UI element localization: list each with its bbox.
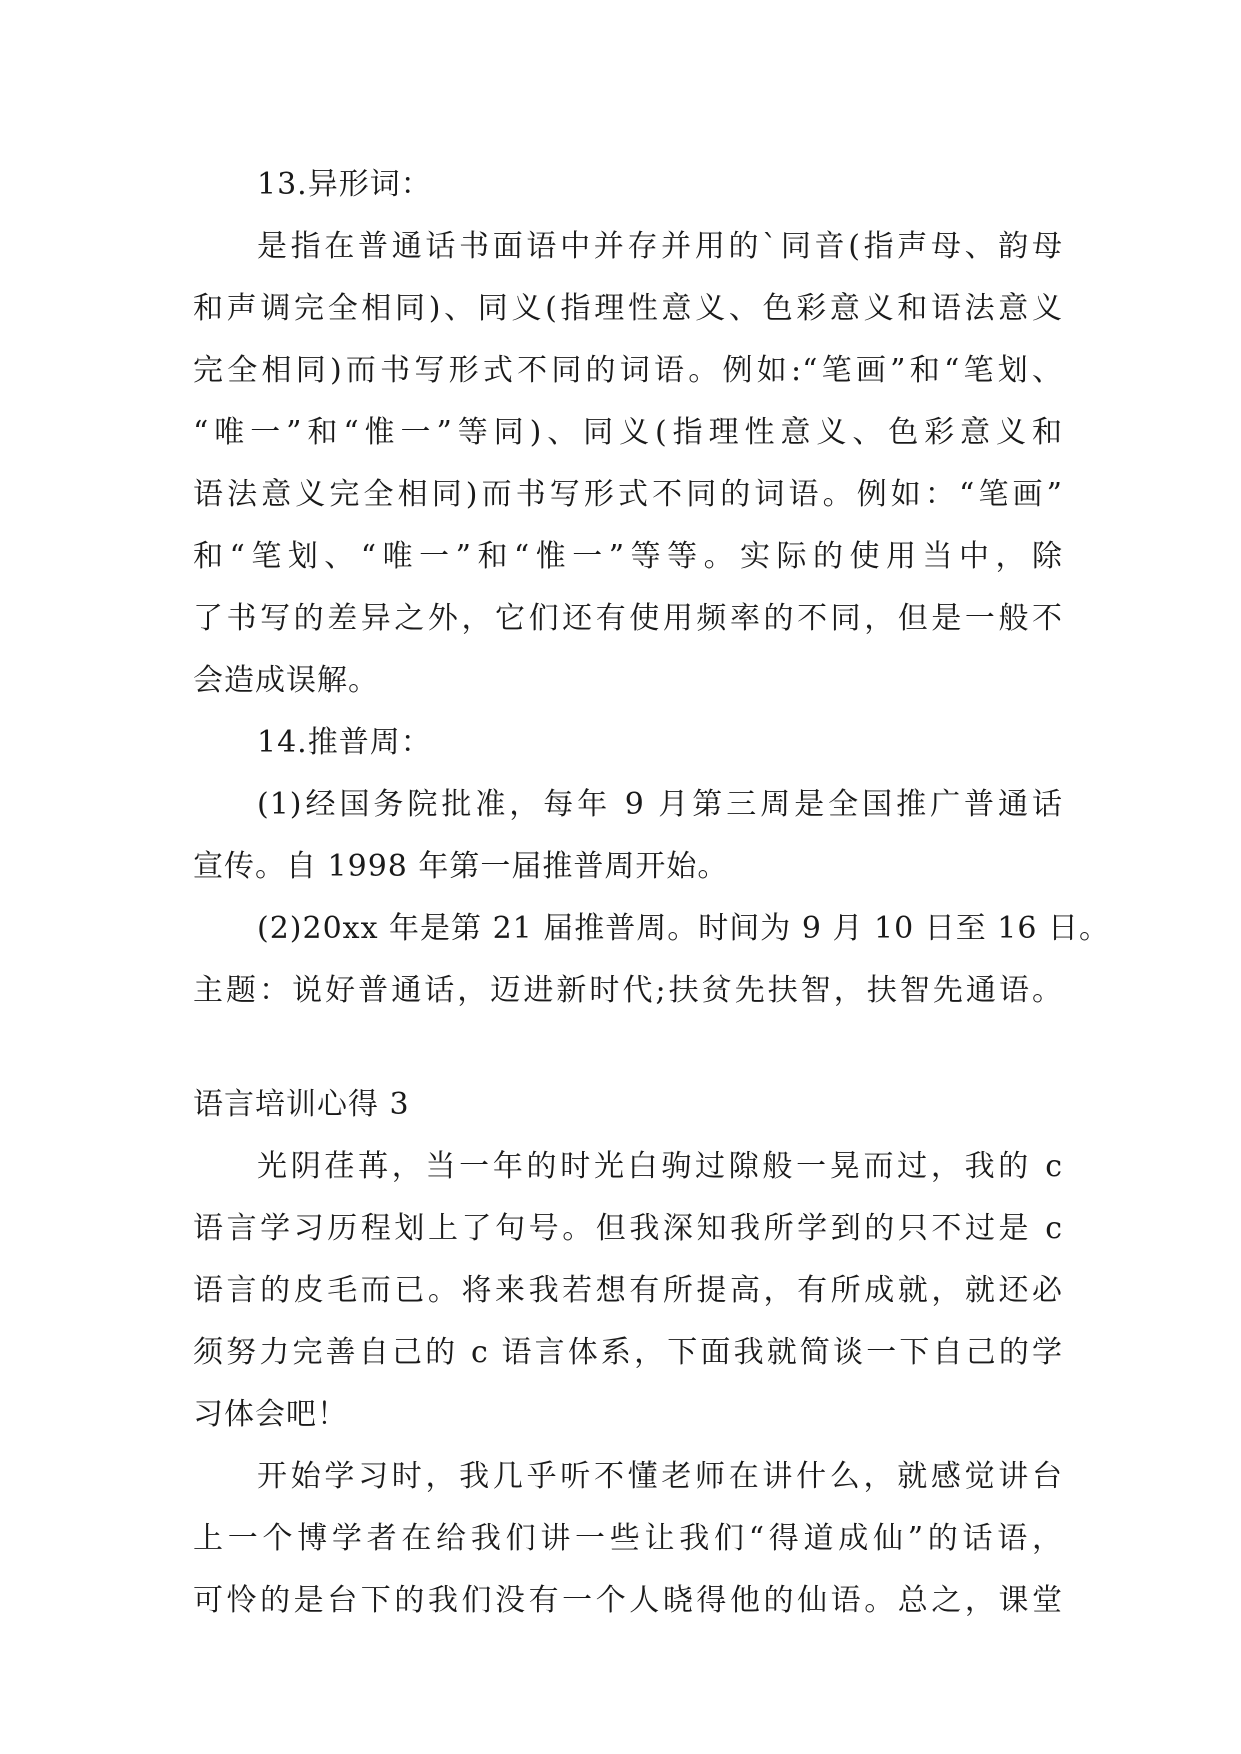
paragraph-line: 语言学习历程划上了句号。但我深知我所学到的只不过是 c bbox=[193, 1211, 1063, 1246]
paragraph-line: 主题：说好普通话，迈进新时代;扶贫先扶智，扶智先通语。 bbox=[193, 973, 1063, 1008]
paragraph-line: 光阴荏苒，当一年的时光白驹过隙般一晃而过，我的 c bbox=[257, 1149, 1063, 1184]
paragraph-line: 完全相同)而书写形式不同的词语。例如:“笔画”和“笔划、 bbox=[193, 353, 1063, 388]
paragraph-line: 开始学习时，我几乎听不懂老师在讲什么，就感觉讲台 bbox=[257, 1459, 1063, 1494]
paragraph-line: 习体会吧！ bbox=[193, 1397, 348, 1432]
heading-13: 13.异形词： bbox=[257, 167, 432, 202]
paragraph-line: “唯一”和“惟一”等同)、同义(指理性意义、色彩意义和 bbox=[193, 415, 1063, 450]
paragraph-line: 语法意义完全相同)而书写形式不同的词语。例如：“笔画” bbox=[193, 477, 1063, 512]
paragraph-line: 可怜的是台下的我们没有一个人晓得他的仙语。总之，课堂 bbox=[193, 1583, 1063, 1618]
paragraph-line: 宣传。自 1998 年第一届推普周开始。 bbox=[193, 849, 729, 884]
heading-14: 14.推普周： bbox=[257, 725, 432, 760]
paragraph-line: 是指在普通话书面语中并存并用的`同音(指声母、韵母 bbox=[257, 229, 1063, 264]
paragraph-line: 会造成误解。 bbox=[193, 663, 379, 698]
paragraph-line: 了书写的差异之外，它们还有使用频率的不同，但是一般不 bbox=[193, 601, 1063, 636]
paragraph-line: 和声调完全相同)、同义(指理性意义、色彩意义和语法意义 bbox=[193, 291, 1063, 326]
paragraph-line: 语言的皮毛而已。将来我若想有所提高，有所成就，就还必 bbox=[193, 1273, 1063, 1308]
paragraph-line: 和“笔划、“唯一”和“惟一”等等。实际的使用当中，除 bbox=[193, 539, 1063, 574]
paragraph-line: (1)经国务院批准，每年 9 月第三周是全国推广普通话 bbox=[257, 787, 1063, 822]
paragraph-line: (2)20xx 年是第 21 届推普周。时间为 9 月 10 日至 16 日。 bbox=[257, 911, 1110, 946]
paragraph-line: 须努力完善自己的 c 语言体系，下面我就简谈一下自己的学 bbox=[193, 1335, 1063, 1370]
section-title: 语言培训心得 3 bbox=[193, 1087, 410, 1122]
paragraph-line: 上一个博学者在给我们讲一些让我们“得道成仙”的话语， bbox=[193, 1521, 1063, 1556]
